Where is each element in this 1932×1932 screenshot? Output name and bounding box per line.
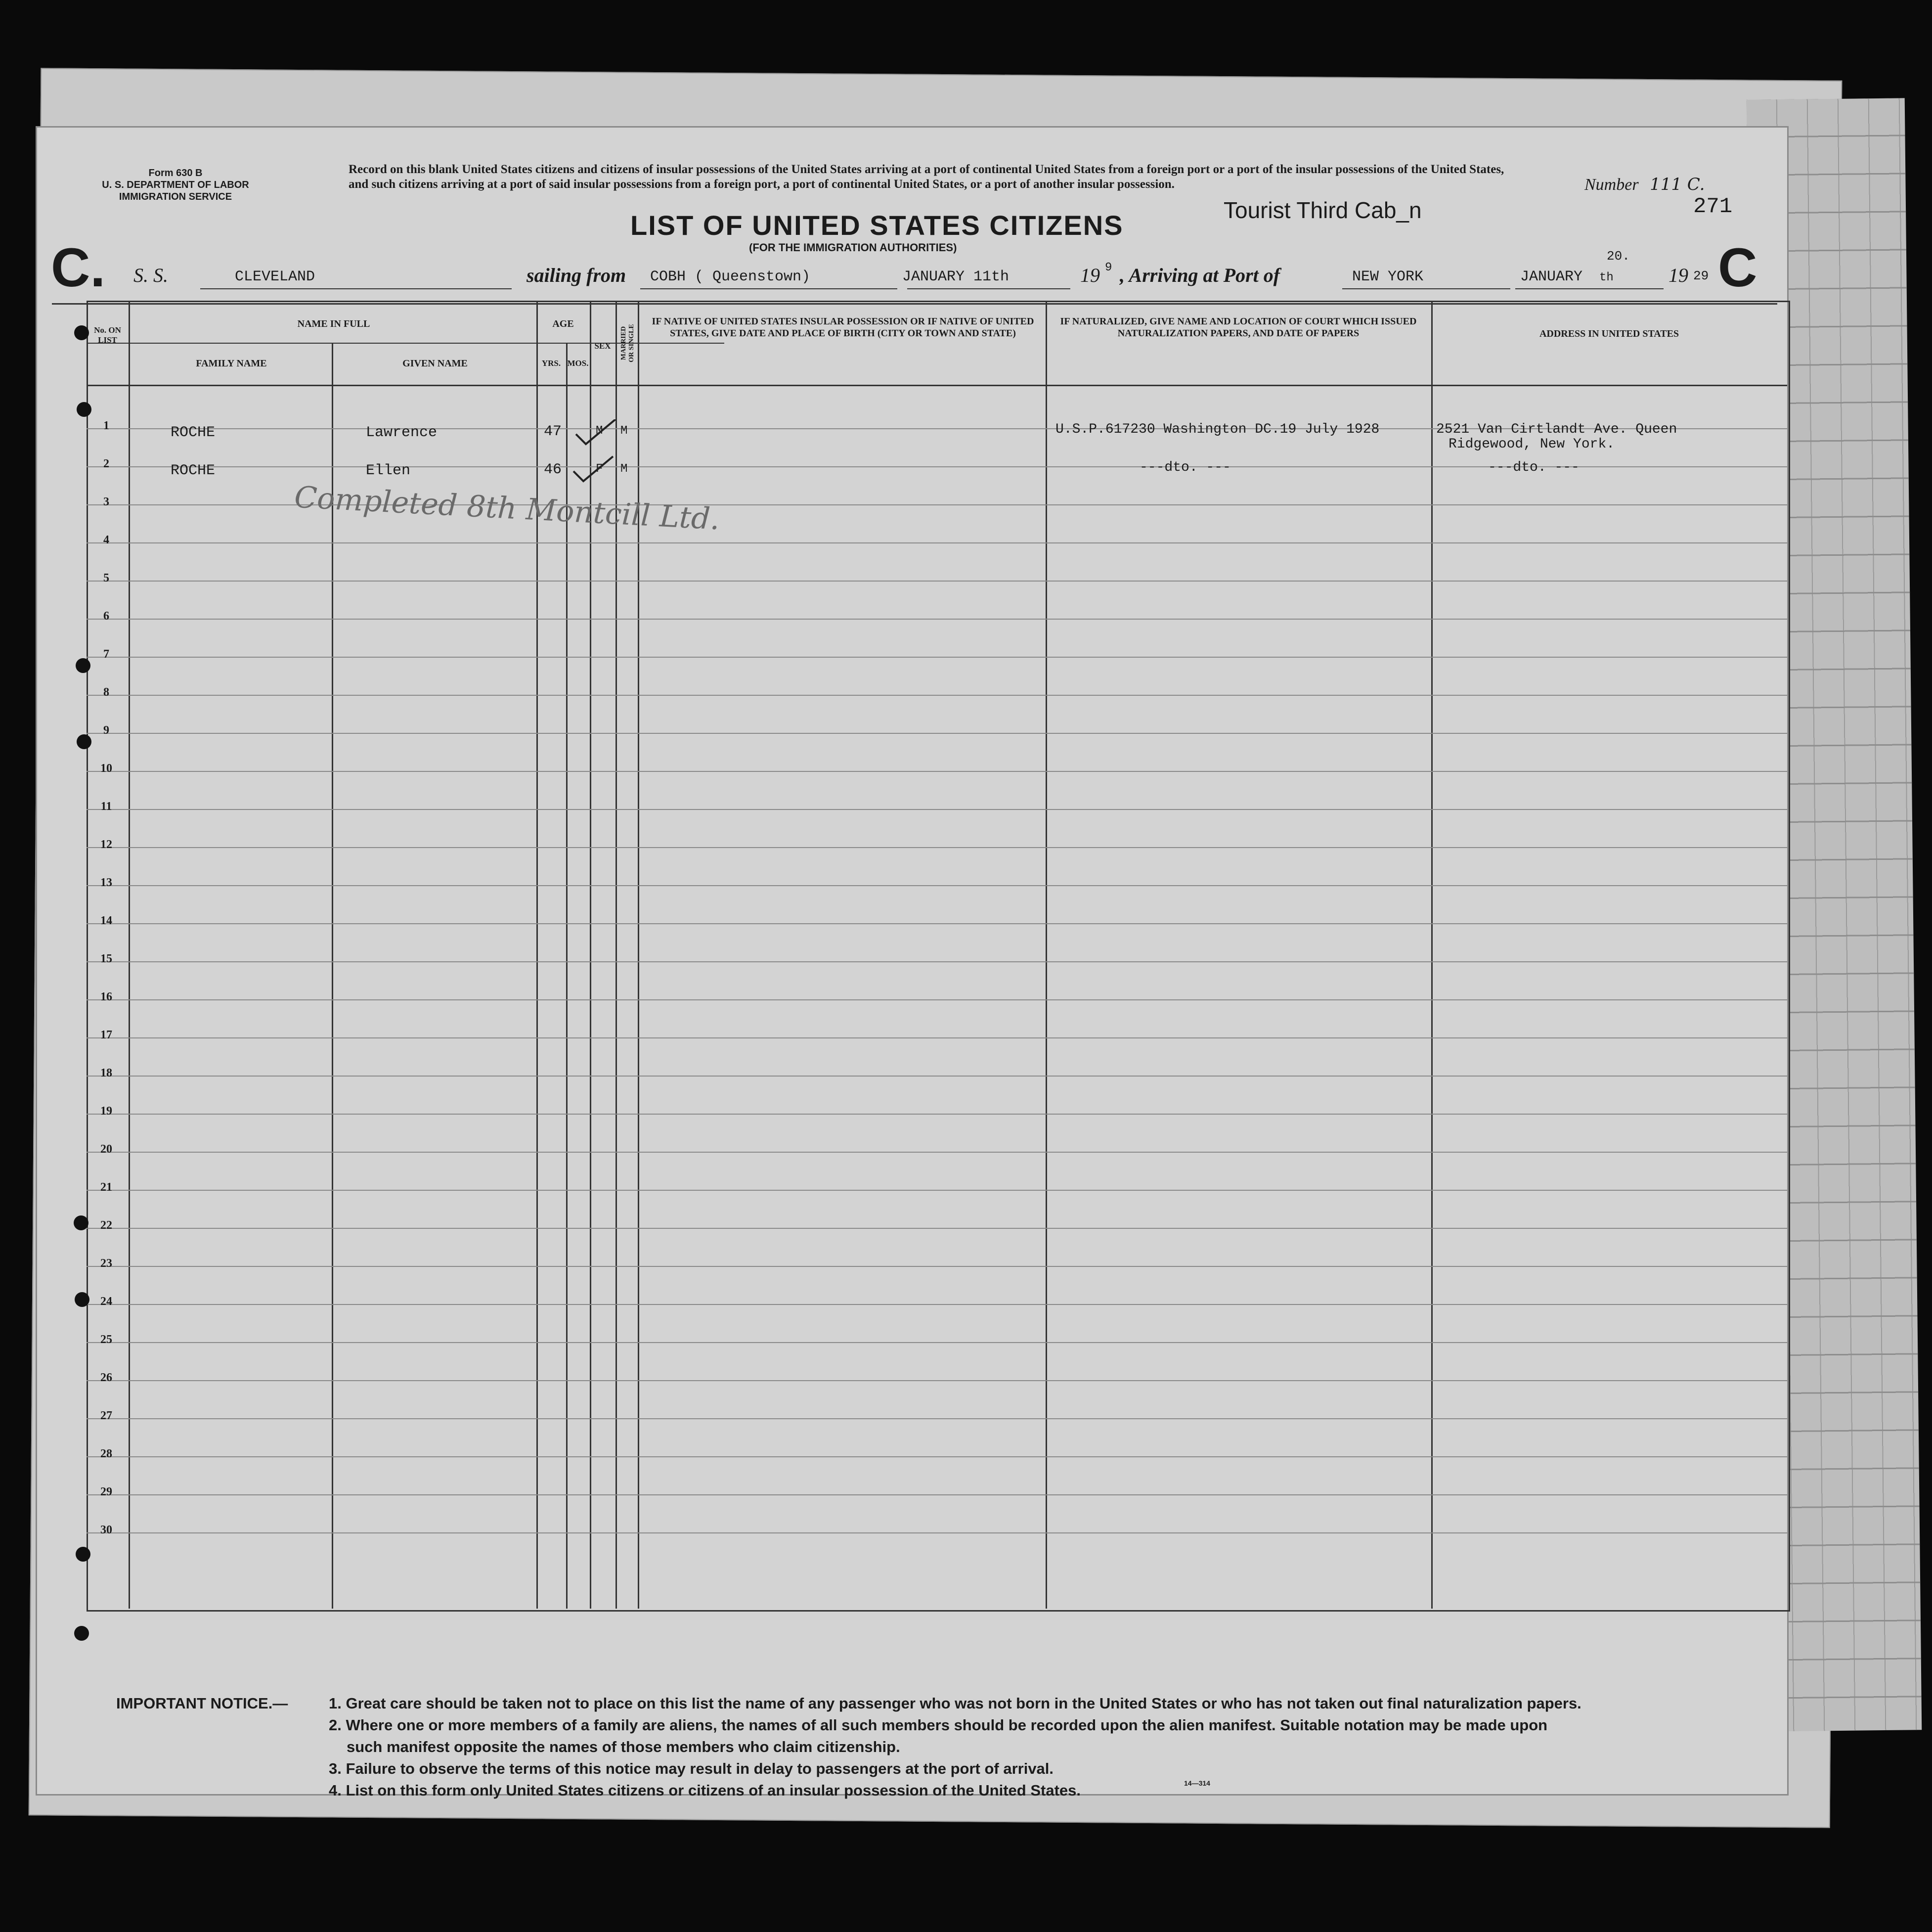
number-value: 111 C. xyxy=(1650,175,1705,194)
notice-item-2-continued: such manifest opposite the names of those members who claim citizenship. xyxy=(347,1738,900,1755)
row-number: 3 xyxy=(103,495,109,508)
row-number: 8 xyxy=(103,686,109,699)
record-instruction: Record on this blank United States citizens and citizens of insular possessions of the United States arriving at a port of continental United States from a foreign port or a port of the insular possessions of the United States, and such citizens arriving at a port of said insular possessions from a foreign port, a port of continental United States, or a port of another insular possession. xyxy=(349,163,1504,191)
table-row-line xyxy=(87,809,1787,810)
row-number: 9 xyxy=(103,724,109,737)
year-prefix-2: 19 xyxy=(1669,264,1688,286)
table-row-line xyxy=(87,1342,1787,1343)
row-number: 25 xyxy=(100,1333,112,1346)
table-row-line xyxy=(87,1304,1787,1305)
form-code: 14—314 xyxy=(1184,1779,1210,1787)
table-row-line xyxy=(87,657,1787,658)
arrival-suffix: th xyxy=(1599,271,1614,284)
header-native: IF NATIVE OF UNITED STATES INSULAR POSSESSION OR IF NATIVE OF UNITED STATES, GIVE DATE AND PLACE OF BIRTH (CITY OR TOWN AND STATE) xyxy=(652,316,1034,339)
table-row-line xyxy=(87,695,1787,696)
table-row-line xyxy=(87,1266,1787,1267)
table-row-line xyxy=(87,1152,1787,1153)
departure-port: COBH ( Queenstown) xyxy=(650,269,811,285)
page-title: LIST OF UNITED STATES CITIZENS xyxy=(630,210,1124,241)
punch-hole xyxy=(77,402,91,417)
table-row-line xyxy=(87,1418,1787,1419)
passenger-2-given: Ellen xyxy=(366,462,411,479)
passenger-1-sex: M xyxy=(596,424,603,438)
number-label-text: Number xyxy=(1584,176,1639,194)
checkmark-icon xyxy=(566,419,628,494)
row-number: 4 xyxy=(103,534,109,546)
row-number: 21 xyxy=(100,1181,112,1194)
passenger-2-married: M xyxy=(620,462,628,476)
number-label xyxy=(1584,175,1705,194)
form-identifier xyxy=(96,167,255,203)
table-row-line xyxy=(87,1228,1787,1229)
table-row-line xyxy=(87,542,1787,543)
row-number: 2 xyxy=(103,457,109,470)
arriving-label: , Arriving at Port of xyxy=(1120,264,1280,286)
notice-item-4: 4. List on this form only United States citizens or citizens of an insular possession of the United States. xyxy=(329,1782,1081,1799)
table-row-line xyxy=(87,771,1787,772)
passenger-1-family: ROCHE xyxy=(171,424,216,441)
passenger-1-naturalized: U.S.P.617230 Washington DC.19 July 1928 xyxy=(1055,422,1380,437)
row-number: 11 xyxy=(100,800,112,813)
department-name: U. S. DEPARTMENT OF LABOR xyxy=(102,180,249,190)
header-yrs: YRS. xyxy=(541,359,561,368)
manifest-sheet xyxy=(36,126,1789,1799)
row-number: 7 xyxy=(103,648,109,661)
passenger-2-sex: F xyxy=(596,462,603,476)
notice-item-1: 1. Great care should be taken not to place on this list the name of any passenger who was not born in the United States or who has not taken out final naturalization papers. xyxy=(329,1695,1581,1712)
row-number: 10 xyxy=(100,762,112,775)
table-row-line xyxy=(87,1532,1787,1533)
punch-hole xyxy=(74,325,89,340)
notice-item-2: 2. Where one or more members of a family are aliens, the names of all such members should be recorded upon the alien manifest. Suitable notation may be made upon xyxy=(329,1716,1548,1734)
year-1: 9 xyxy=(1105,261,1112,274)
service-name: IMMIGRATION SERVICE xyxy=(119,191,232,202)
punch-hole xyxy=(77,734,91,749)
row-number: 18 xyxy=(100,1067,112,1079)
table-row-line xyxy=(87,1114,1787,1115)
notice-label: IMPORTANT NOTICE.— xyxy=(116,1695,288,1712)
row-number: 28 xyxy=(100,1447,112,1460)
punch-hole xyxy=(74,1215,88,1230)
row-number: 24 xyxy=(100,1295,112,1308)
year-prefix-1: 19 xyxy=(1080,264,1100,286)
row-number: 15 xyxy=(100,952,112,965)
table-row-line xyxy=(87,1380,1787,1381)
table-row-line xyxy=(87,1456,1787,1457)
passenger-2-yrs: 46 xyxy=(544,461,562,478)
sailing-label: sailing from xyxy=(527,264,626,286)
table-row-line xyxy=(87,1037,1787,1038)
punch-hole xyxy=(75,1292,89,1307)
row-number: 26 xyxy=(100,1371,112,1384)
table-row-line xyxy=(87,619,1787,620)
table-row-line xyxy=(87,733,1787,734)
ss-label: S. S. xyxy=(133,264,168,286)
handwritten-note: Completed 8th Montcill Ltd. xyxy=(293,480,721,537)
passenger-1-given: Lawrence xyxy=(366,424,438,441)
row-number: 1 xyxy=(103,419,109,432)
page-subtitle: (FOR THE IMMIGRATION AUTHORITIES) xyxy=(749,241,957,254)
table-row-line xyxy=(87,923,1787,924)
mark-left: C. xyxy=(51,237,105,298)
passenger-1-address: 2521 Van Cirtlandt Ave. Queen xyxy=(1436,422,1677,437)
header-address: ADDRESS IN UNITED STATES xyxy=(1539,328,1679,339)
header-family-name: FAMILY NAME xyxy=(196,358,267,369)
header-married: MARRIED OR SINGLE xyxy=(620,324,635,362)
header-given-name: GIVEN NAME xyxy=(402,358,468,369)
row-number: 29 xyxy=(100,1485,112,1498)
passenger-2-address: ---dto. --- xyxy=(1488,460,1580,475)
row-number: 13 xyxy=(100,876,112,889)
year-2: 29 xyxy=(1693,269,1709,283)
form-number: Form 630 B xyxy=(148,168,203,179)
notice-item-3: 3. Failure to observe the terms of this notice may result in delay to passengers at the port of arrival. xyxy=(329,1760,1054,1777)
table-row-line xyxy=(87,1190,1787,1191)
arrival-port: NEW YORK xyxy=(1352,269,1424,285)
table-row-line xyxy=(87,961,1787,962)
table-row-line xyxy=(87,885,1787,886)
row-number: 30 xyxy=(100,1524,112,1536)
punch-hole xyxy=(74,1626,89,1641)
ship-name: CLEVELAND xyxy=(235,269,315,285)
punch-hole xyxy=(76,658,90,673)
passenger-1-yrs: 47 xyxy=(544,423,562,440)
row-number: 20 xyxy=(100,1143,112,1156)
passenger-1-address-line2: Ridgewood, New York. xyxy=(1449,437,1615,452)
header-name-in-full: NAME IN FULL xyxy=(297,318,370,329)
row-number: 14 xyxy=(100,914,112,927)
table-row-line xyxy=(87,999,1787,1000)
passenger-2-family: ROCHE xyxy=(171,462,216,479)
table-row-line xyxy=(87,1076,1787,1077)
header-no: No. ON LIST xyxy=(94,325,121,345)
header-mos: MOS. xyxy=(567,359,589,368)
header-age: AGE xyxy=(552,318,574,329)
row-number: 17 xyxy=(100,1029,112,1041)
arrival-day: 20. xyxy=(1607,249,1630,264)
number-value-typed: 271 xyxy=(1693,194,1733,219)
passenger-2-naturalized: ---dto. --- xyxy=(1140,460,1231,475)
table-row-line xyxy=(87,581,1787,582)
class-stamp: Tourist Third Cab_n xyxy=(1224,197,1422,223)
header-sex: SEX xyxy=(594,341,611,351)
table-row-line xyxy=(87,847,1787,848)
row-number: 5 xyxy=(103,572,109,584)
header-naturalized: IF NATURALIZED, GIVE NAME AND LOCATION OF COURT WHICH ISSUED NATURALIZATION PAPERS, AND DATE OF PAPERS xyxy=(1060,316,1417,339)
departure-date: JANUARY 11th xyxy=(902,269,1010,285)
mark-right: C xyxy=(1718,237,1757,298)
arrival-date: JANUARY xyxy=(1520,269,1583,285)
passenger-1-married: M xyxy=(620,424,628,438)
table-row-line xyxy=(87,1494,1787,1495)
row-number: 12 xyxy=(100,838,112,851)
row-number: 23 xyxy=(100,1257,112,1270)
row-number: 19 xyxy=(100,1105,112,1118)
row-number: 22 xyxy=(100,1219,112,1232)
row-number: 27 xyxy=(100,1409,112,1422)
row-number: 16 xyxy=(100,990,112,1003)
punch-hole xyxy=(76,1547,90,1562)
row-number: 6 xyxy=(103,610,109,623)
